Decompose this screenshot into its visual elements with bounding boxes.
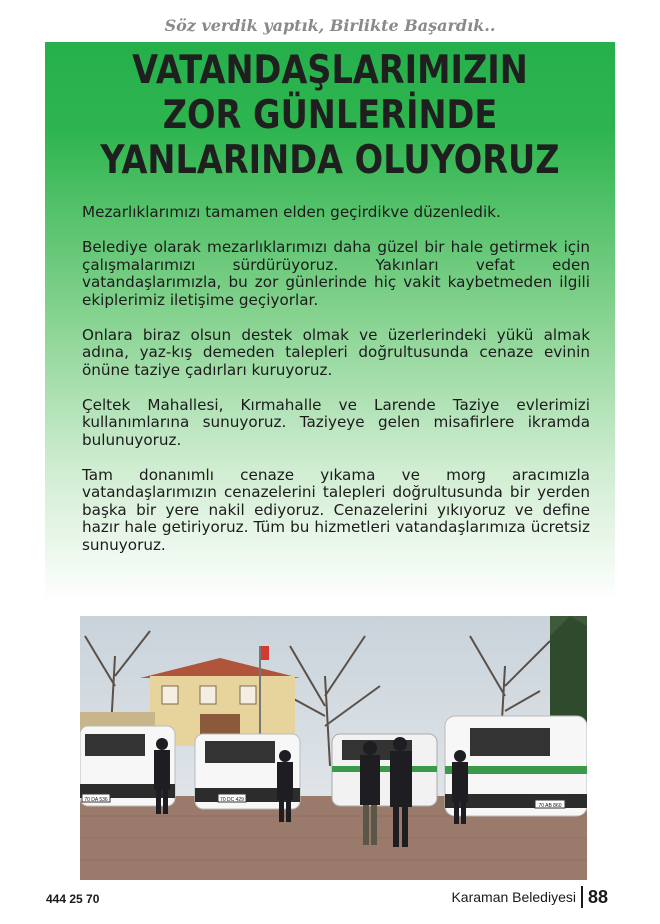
hearse-van (332, 734, 437, 806)
plate-text: 70 DA 536 (84, 797, 108, 803)
article-body (82, 204, 590, 572)
title-line: YANLARINDA OLUYORUZ (100, 138, 560, 183)
page-number: 88 (587, 886, 608, 907)
footer-divider (581, 886, 583, 908)
title-line: VATANDAŞLARIMIZIN (132, 48, 528, 93)
plate-text: 70 DC 429 (220, 797, 244, 803)
flag (261, 646, 269, 660)
page-title (85, 48, 575, 183)
paragraph: Çeltek Mahallesi, Kırmahalle ve Larende Taziye evlerimizi kullanımlarına sunuyoruz. Taziyeye gelen misafirlere ikramda bulunuyoruz. (82, 395, 590, 449)
footer-brand: Karaman Belediyesi (451, 889, 576, 905)
photo-illustration (80, 616, 587, 880)
title-line: ZOR GÜNLERİNDE (162, 93, 498, 138)
paragraph: Onlara biraz olsun destek olmak ve üzerlerindeki yükü almak adına, yaz-kış demeden talepleri doğrultusunda cenaze evinin önüne taziye çadırları kuruyoruz. (82, 325, 590, 379)
paragraph: Tam donanımlı cenaze yıkama ve morg aracımızla vatandaşlarımızın cenazelerini talepleri doğrultusunda bir yerden başka bir yere nakil ediyoruz. Cenazelerini yıkıyoruz ve define hazır hale getiriyoruz. Tüm bu hizmetleri vatandaşlarımıza ücretsiz sunuyoruz. (82, 465, 590, 554)
footer-phone: 444 25 70 (46, 892, 100, 906)
hearse-fleet-photo (80, 616, 587, 880)
tagline: Söz verdik yaptık, Birlikte Başardık.. (164, 16, 496, 35)
plate-text: 70 AB 860 (538, 803, 562, 809)
footer-brand-block (451, 886, 608, 908)
paragraph: Belediye olarak mezarlıklarımızı daha güzel bir hale getirmek için çalışmalarımızı sürdürüyoruz. Yakınları vefat eden vatandaşlarımızla, bu zor günlerinde hiç vakit kaybetmeden ilgili ekiplerimiz iletişime geçiyorlar. (82, 238, 590, 309)
paragraph: Mezarlıklarımızı tamamen elden geçirdikve düzenledik. (82, 203, 501, 221)
